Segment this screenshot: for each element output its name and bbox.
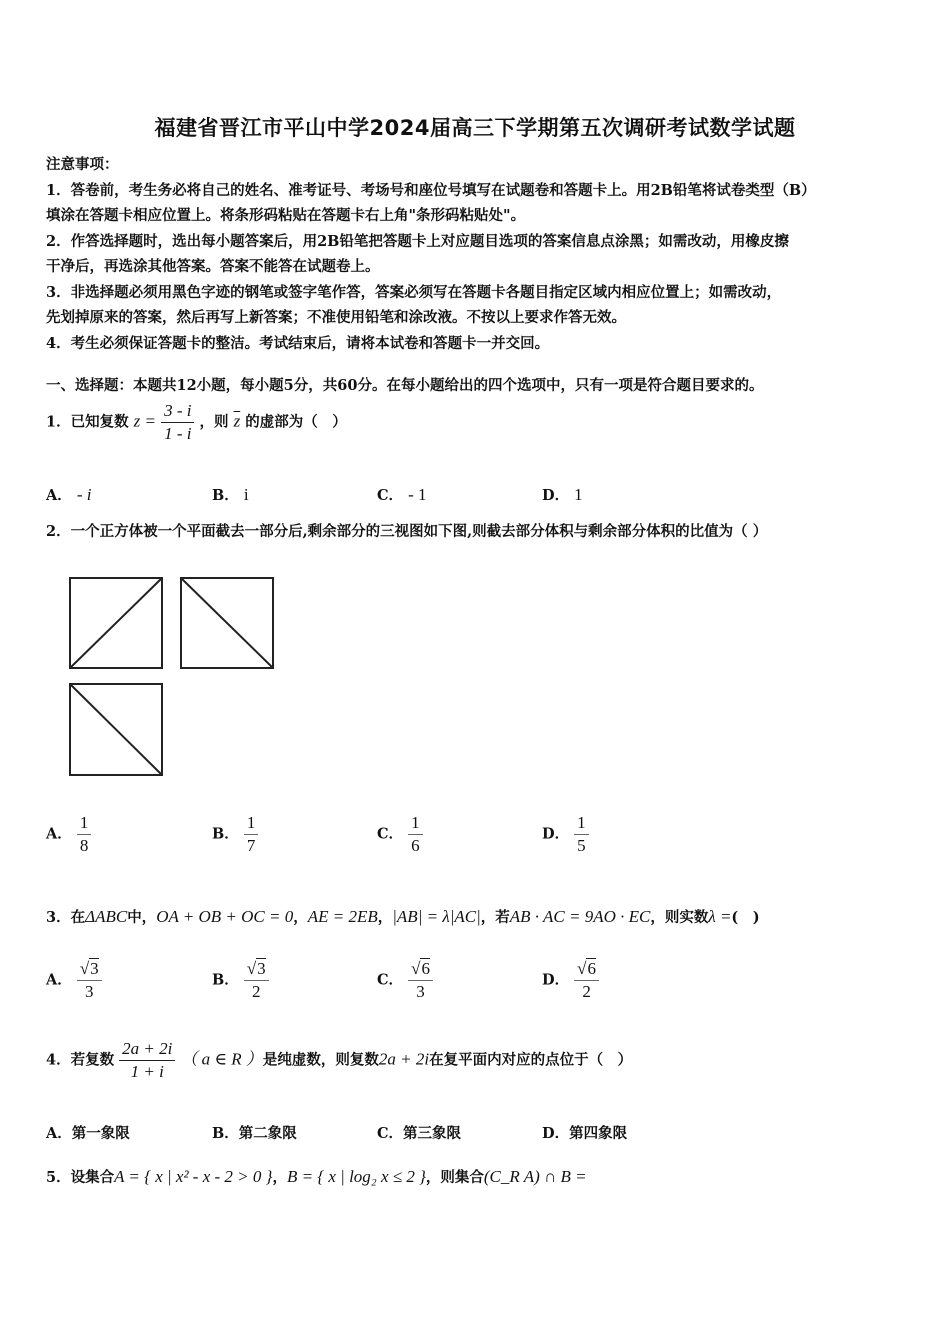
q1-option-c[interactable]: [377, 484, 427, 505]
fraction-numerator: 1: [574, 812, 589, 835]
q4-prefix: 4．若复数: [46, 1051, 115, 1069]
section-heading: 一、选择题：本题共12小题，每小题5分，共60分。在每小题给出的四个选项中，只有一项是符合题目要求的。: [46, 377, 764, 394]
option-fraction: [244, 812, 259, 857]
q2-option-b[interactable]: [212, 812, 258, 857]
q4-suffix: 在复平面内对应的点位于（ ）: [429, 1051, 633, 1069]
option-value: i: [243, 485, 249, 504]
notes-line: 2．作答选择题时，选出每小题答案后，用2B铅笔把答题卡上对应题目选项的答案信息点涂黑；如需改动，用橡皮擦: [46, 232, 789, 250]
q3-triangle: ΔABC: [85, 907, 128, 926]
question-1: [46, 400, 347, 445]
q3-vector-sum: OA + OB + OC = 0: [156, 907, 294, 926]
option-label: B．: [212, 825, 239, 843]
q3-text: ，则实数: [650, 909, 709, 926]
option-fraction: [244, 958, 269, 1003]
q1-fraction: [161, 400, 194, 445]
q3-option-a[interactable]: [46, 958, 102, 1003]
fraction-denominator: 7: [246, 836, 256, 855]
fraction-denominator: 6: [411, 836, 420, 855]
fraction-numerator: 1: [77, 812, 92, 835]
q1-zbar: $\overline{z}$: [233, 411, 241, 431]
notes-block: [46, 152, 906, 356]
question-3: [46, 906, 760, 927]
q2-option-c[interactable]: [377, 812, 423, 857]
q4-option-a[interactable]: [46, 1122, 130, 1143]
option-label: A．: [46, 825, 72, 843]
question-5: [46, 1166, 587, 1187]
notes-line: 填涂在答题卡相应位置上。将条形码粘贴在答题卡右上角"条形码粘贴处"。: [46, 207, 526, 224]
q3-option-b[interactable]: [212, 958, 269, 1003]
option-value: 第三象限: [403, 1125, 462, 1142]
q5-text: ，则集合: [425, 1169, 484, 1186]
q4-fraction: [119, 1038, 175, 1083]
option-label: A．: [46, 487, 72, 504]
q1-option-b[interactable]: [212, 484, 249, 505]
q1-suffix: 的虚部为（ ）: [245, 413, 347, 431]
fraction-denominator: 8: [79, 836, 89, 855]
option-label: C．: [377, 971, 404, 989]
q4-condition: （ a ∈ R ）: [180, 1049, 263, 1069]
notes-heading: 注意事项：: [46, 156, 119, 173]
option-label: D．: [542, 825, 570, 843]
sqrt-radicand: 3: [90, 959, 99, 978]
option-label: C．: [377, 487, 404, 504]
fraction-numerator: √6: [408, 958, 433, 981]
q3-prefix: 3．在: [46, 909, 86, 926]
notes-line: 3．非选择题必须用黑色字迹的钢笔或签字笔作答，答案必须写在答题卡各题目指定区域内相应位置上；如需改动，: [46, 283, 782, 301]
fraction-denominator: 2: [252, 982, 261, 1001]
fraction-denominator: 3: [85, 982, 94, 1001]
notes-line: 先划掉原来的答案，然后再写上新答案；不准使用铅笔和涂改液。不按以上要求作答无效。: [46, 309, 626, 326]
option-label: A．: [46, 1125, 72, 1142]
top-view-diagonal: [70, 684, 162, 775]
three-view-figure: [60, 568, 280, 784]
front-view-diagonal: [70, 578, 162, 668]
q3-option-d[interactable]: [542, 958, 599, 1003]
q4-numerator: 2a + 2i: [119, 1038, 175, 1061]
option-value: - i: [76, 485, 92, 504]
q3-text: 中，: [127, 909, 157, 926]
option-value: 第二象限: [238, 1125, 297, 1142]
option-label: D．: [542, 487, 570, 504]
option-fraction: [574, 812, 589, 857]
option-label: D．: [542, 971, 570, 989]
q5-text: ，: [272, 1169, 287, 1186]
q1-option-d[interactable]: [542, 484, 583, 505]
option-label: C．: [377, 825, 404, 843]
notes-line: 1．答卷前，考生务必将自己的姓名、准考证号、考场号和座位号填写在试题卷和答题卡上。用2B铅笔将试卷类型（B）: [46, 181, 816, 199]
sqrt-radicand: 3: [257, 959, 266, 978]
option-fraction: [77, 958, 102, 1003]
q3-option-c[interactable]: [377, 958, 433, 1003]
option-label: D．: [542, 1125, 570, 1142]
q4-option-c[interactable]: [377, 1122, 461, 1143]
q3-ae-relation: AE = 2EB: [307, 907, 378, 926]
option-fraction: [574, 958, 599, 1003]
option-label: B．: [212, 971, 239, 989]
sqrt-radicand: 6: [587, 959, 596, 978]
fraction-numerator: √3: [244, 958, 269, 981]
q3-magnitude-relation: |AB| = λ|AC|: [392, 907, 481, 926]
q5-prefix: 5．设集合: [46, 1169, 115, 1186]
fraction-numerator: √6: [574, 958, 599, 981]
q4-mid: 是纯虚数，则复数: [262, 1051, 379, 1069]
option-value: 第四象限: [569, 1125, 628, 1142]
q1-numerator: 3 - i: [161, 400, 194, 423]
option-fraction: [77, 812, 92, 857]
q5-set-a: A = { x | x² - x - 2 > 0 }: [114, 1167, 273, 1186]
q1-denominator: 1 - i: [164, 424, 192, 443]
q4-option-b[interactable]: [212, 1122, 297, 1143]
q1-option-a[interactable]: [46, 484, 91, 505]
notes-line: 4．考生必须保证答题卡的整洁。考试结束后，请将本试卷和答题卡一并交回。: [46, 334, 550, 352]
q3-text: ( ): [731, 909, 760, 926]
option-value: - 1: [408, 485, 427, 504]
q4-expression: 2a + 2i: [378, 1049, 430, 1069]
notes-line: 干净后，再选涂其他答案。答案不能答在试题卷上。: [46, 258, 380, 275]
option-label: B．: [212, 1125, 239, 1142]
q3-text: ，若: [480, 909, 510, 926]
q3-dot-product: AB · AC = 9AO · EC: [509, 907, 651, 926]
option-fraction: [408, 958, 433, 1003]
q1-z-eq: z =: [133, 411, 156, 431]
question-2: 2．一个正方体被一个平面截去一部分后,剩余部分的三视图如下图,则截去部分体积与剩余部分体积的比值为（ ）: [46, 523, 768, 540]
q3-text: ，: [377, 909, 393, 926]
page-title: 福建省晋江市平山中学2024届高三下学期第五次调研考试数学试题: [154, 116, 796, 140]
fraction-denominator: 3: [416, 982, 425, 1001]
q3-text: ，: [293, 909, 308, 926]
option-label: B．: [212, 487, 239, 504]
q5-expression: (C_R A) ∩ B =: [483, 1167, 587, 1186]
sqrt-radicand: 6: [421, 959, 430, 978]
fraction-numerator: √3: [77, 958, 102, 981]
option-fraction: [408, 812, 423, 857]
q1-mid: ，则: [199, 413, 229, 431]
option-value: 1: [574, 485, 583, 504]
fraction-numerator: 1: [244, 812, 259, 835]
fraction-numerator: 1: [408, 812, 423, 835]
option-value: 第一象限: [71, 1125, 130, 1142]
q4-option-d[interactable]: [542, 1122, 627, 1143]
q5-set-b: B = { x | log₂ x ≤ 2 }: [286, 1167, 426, 1186]
side-view-diagonal: [181, 578, 273, 668]
q2-option-d[interactable]: [542, 812, 589, 857]
option-label: A．: [46, 971, 72, 989]
q2-option-a[interactable]: [46, 812, 91, 857]
option-label: C．: [377, 1125, 404, 1142]
question-4: [46, 1038, 632, 1083]
q4-denominator: 1 + i: [130, 1062, 164, 1081]
q3-lambda: λ =: [708, 907, 732, 926]
fraction-denominator: 2: [582, 982, 591, 1001]
q1-prefix: 1．已知复数: [46, 413, 129, 431]
fraction-denominator: 5: [577, 836, 586, 855]
